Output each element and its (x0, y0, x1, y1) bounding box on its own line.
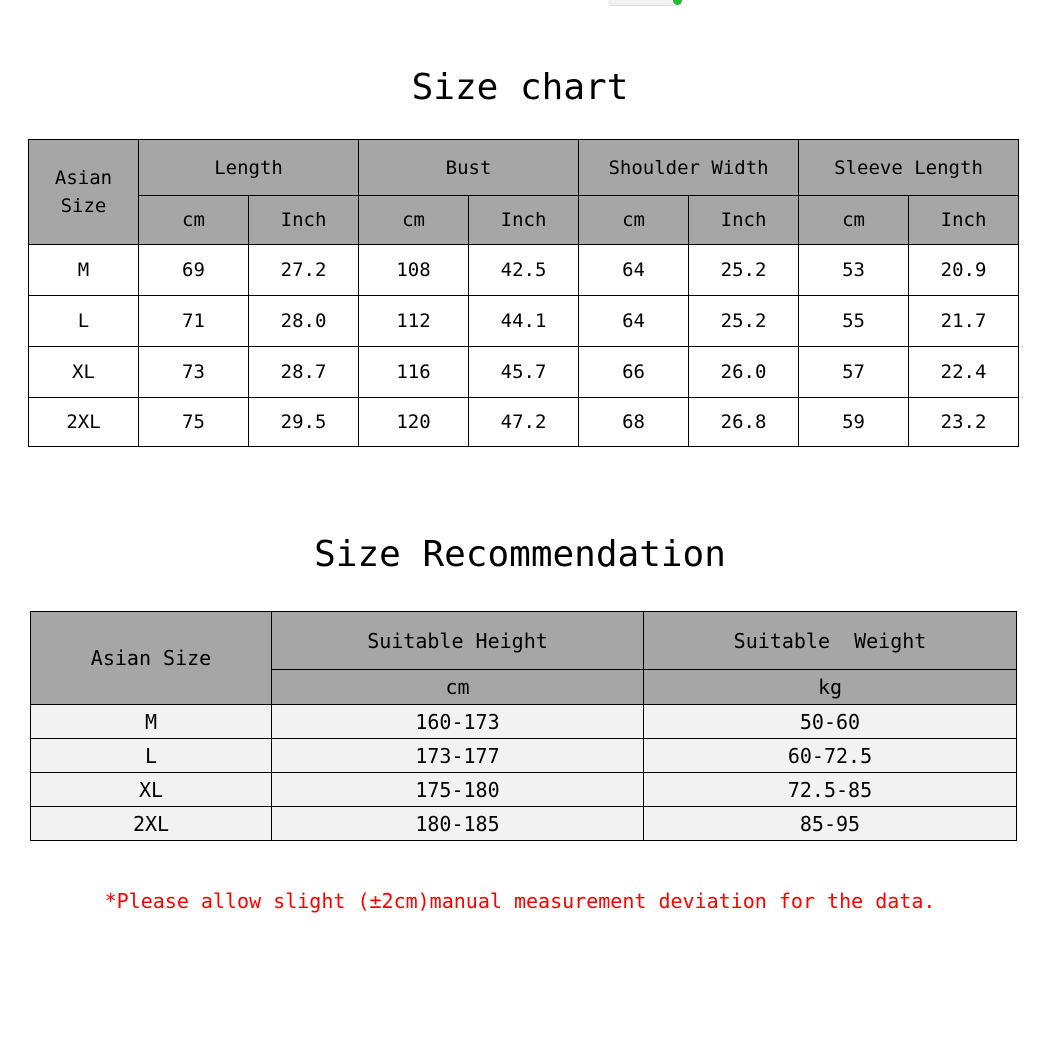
size-recommendation-table (30, 611, 1017, 841)
size-label: 2XL (31, 807, 272, 841)
measurement-deviation-note: *Please allow slight (±2cm)manual measurement deviation for the data. (104, 889, 936, 913)
height-cell: 173-177 (272, 739, 644, 773)
table-cell: 29.5 (249, 398, 359, 447)
unit-header: Inch (689, 196, 799, 245)
size-label: XL (29, 347, 139, 398)
unit-header: cm (359, 196, 469, 245)
table-cell: 44.1 (469, 296, 579, 347)
recommendation-header-row (31, 612, 1017, 670)
unit-header: Inch (909, 196, 1019, 245)
table-cell: 116 (359, 347, 469, 398)
unit-header: cm (579, 196, 689, 245)
height-cell: 180-185 (272, 807, 644, 841)
table-cell: 22.4 (909, 347, 1019, 398)
unit-header: cm (272, 670, 644, 705)
height-cell: 160-173 (272, 705, 644, 739)
table-row (31, 773, 1017, 807)
table-cell: 112 (359, 296, 469, 347)
table-cell: 25.2 (689, 245, 799, 296)
table-row (31, 739, 1017, 773)
size-chart-table (28, 139, 1019, 447)
unit-header: cm (139, 196, 249, 245)
top-image-fragment (608, 0, 682, 6)
weight-cell: 60-72.5 (644, 739, 1017, 773)
size-label: XL (31, 773, 272, 807)
size-label: L (29, 296, 139, 347)
table-cell: 68 (579, 398, 689, 447)
asian-size-header-line1: Asian (54, 167, 113, 189)
table-cell: 71 (139, 296, 249, 347)
green-dot-icon (673, 0, 682, 5)
unit-header: Inch (249, 196, 359, 245)
table-cell: 21.7 (909, 296, 1019, 347)
size-chart-unit-row (29, 196, 1019, 245)
table-cell: 59 (799, 398, 909, 447)
table-cell: 45.7 (469, 347, 579, 398)
table-row (31, 705, 1017, 739)
table-row (29, 398, 1019, 447)
table-cell: 57 (799, 347, 909, 398)
table-cell: 64 (579, 245, 689, 296)
table-cell: 120 (359, 398, 469, 447)
size-label: M (29, 245, 139, 296)
group-header-sleeve-length: Sleeve Length (799, 140, 1019, 196)
table-cell: 28.7 (249, 347, 359, 398)
table-cell: 26.0 (689, 347, 799, 398)
table-cell: 64 (579, 296, 689, 347)
table-cell: 53 (799, 245, 909, 296)
table-cell: 25.2 (689, 296, 799, 347)
table-cell: 73 (139, 347, 249, 398)
size-recommendation-title: Size Recommendation (314, 534, 726, 575)
weight-cell: 50-60 (644, 705, 1017, 739)
table-cell: 42.5 (469, 245, 579, 296)
size-label: M (31, 705, 272, 739)
table-cell: 108 (359, 245, 469, 296)
size-chart-title: Size chart (411, 67, 629, 108)
table-cell: 28.0 (249, 296, 359, 347)
group-header-bust: Bust (359, 140, 579, 196)
asian-size-header (29, 140, 139, 245)
table-cell: 23.2 (909, 398, 1019, 447)
table-cell: 66 (579, 347, 689, 398)
table-row (29, 347, 1019, 398)
group-header-suitable-weight: Suitable Weight (644, 612, 1017, 670)
table-row (29, 296, 1019, 347)
table-cell: 75 (139, 398, 249, 447)
table-cell: 27.2 (249, 245, 359, 296)
asian-size-header-line2: Size (60, 195, 107, 217)
group-header-suitable-height: Suitable Height (272, 612, 644, 670)
size-label: 2XL (29, 398, 139, 447)
table-cell: 55 (799, 296, 909, 347)
table-cell: 26.8 (689, 398, 799, 447)
size-label: L (31, 739, 272, 773)
asian-size-header: Asian Size (31, 612, 272, 705)
height-cell: 175-180 (272, 773, 644, 807)
group-header-shoulder-width: Shoulder Width (579, 140, 799, 196)
weight-cell: 85-95 (644, 807, 1017, 841)
unit-header: Inch (469, 196, 579, 245)
size-chart-header-row (29, 140, 1019, 196)
table-cell: 47.2 (469, 398, 579, 447)
table-row (31, 807, 1017, 841)
table-cell: 20.9 (909, 245, 1019, 296)
weight-cell: 72.5-85 (644, 773, 1017, 807)
group-header-length: Length (139, 140, 359, 196)
table-cell: 69 (139, 245, 249, 296)
unit-header: cm (799, 196, 909, 245)
table-row (29, 245, 1019, 296)
unit-header: kg (644, 670, 1017, 705)
